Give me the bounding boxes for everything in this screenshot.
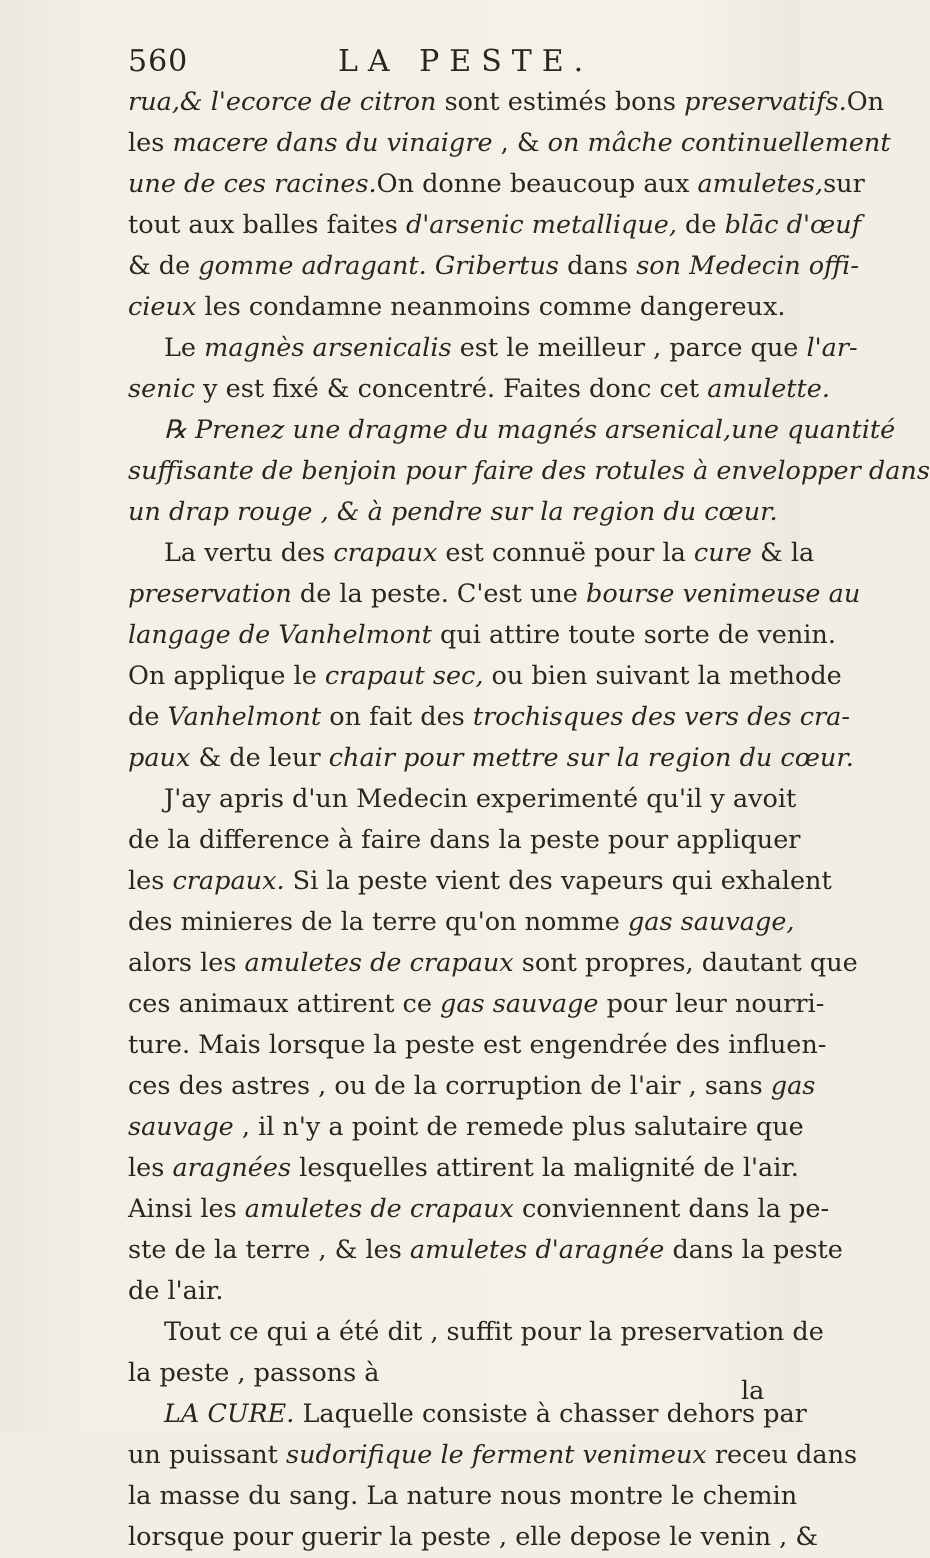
italic-text: sudorifique le ferment venimeux xyxy=(286,1440,707,1470)
text-line xyxy=(128,410,896,451)
text-line xyxy=(128,369,830,410)
italic-text: l'ar- xyxy=(806,333,858,363)
italic-text: paux xyxy=(128,743,191,773)
roman-text: ces animaux attirent ce xyxy=(128,989,441,1019)
roman-text: Le xyxy=(164,333,205,363)
italic-text: on mâche continuellement xyxy=(547,128,891,158)
roman-text: les condamne neanmoins comme dangereux. xyxy=(196,292,786,322)
italic-text: ℞ Prenez une dragme du magnés arsenical,une quantité xyxy=(164,415,896,445)
text-line xyxy=(128,820,801,861)
text-line xyxy=(128,779,797,820)
italic-text: Vanhelmont xyxy=(167,702,322,732)
roman-text: de xyxy=(128,702,168,732)
italic-text: senic xyxy=(128,374,196,404)
italic-text: cure xyxy=(693,538,752,568)
italic-text: gas sauvage, xyxy=(627,907,795,937)
text-line xyxy=(128,738,854,779)
roman-text: pour leur nourri- xyxy=(598,989,825,1019)
text-line xyxy=(128,615,836,656)
text-line xyxy=(128,123,891,164)
text-line xyxy=(128,1066,816,1107)
text-line xyxy=(128,1271,776,1312)
italic-text: amuletes de crapaux xyxy=(244,1194,514,1224)
roman-text: dans xyxy=(558,251,637,281)
roman-text: Tout ce qui a été dit , suffit pour la preservation de xyxy=(164,1317,824,1347)
italic-text: langage de Vanhelmont xyxy=(128,620,432,650)
roman-text: receu dans xyxy=(706,1440,858,1470)
roman-text: des minieres de la terre qu'on nomme xyxy=(128,907,628,937)
italic-text: amuletes de crapaux xyxy=(244,948,514,978)
text-line xyxy=(128,1435,858,1476)
text-line xyxy=(128,287,786,328)
roman-text: La vertu des xyxy=(164,538,334,568)
text-line xyxy=(128,943,858,984)
italic-text: sauvage xyxy=(128,1112,234,1142)
roman-text: les xyxy=(128,1153,173,1183)
text-line xyxy=(128,246,859,287)
roman-text: la masse du sang. La nature nous montre le chemin xyxy=(128,1481,798,1511)
text-line xyxy=(128,902,795,943)
roman-text: J'ay apris d'un Medecin experimenté qu'il y avoit xyxy=(164,784,797,814)
roman-text: , & xyxy=(492,128,548,158)
roman-text: ou bien suivant la methode xyxy=(483,661,842,691)
text-line xyxy=(128,1353,776,1394)
text-line xyxy=(128,492,776,533)
roman-text: ture. Mais lorsque la peste est engendrée des influen- xyxy=(128,1030,827,1060)
catchword: la xyxy=(741,1376,765,1406)
roman-text: , il n'y a point de remede plus salutaire que xyxy=(233,1112,804,1142)
text-line xyxy=(128,984,825,1025)
italic-text: preservation xyxy=(128,579,292,609)
roman-text: Ainsi les xyxy=(128,1194,245,1224)
italic-text: blāc d'œuf xyxy=(724,210,862,240)
italic-text: LA CURE. xyxy=(164,1399,295,1429)
italic-text: amulette. xyxy=(707,374,830,404)
italic-text: rua,& xyxy=(128,87,211,117)
italic-text: macere dans du vinaigre xyxy=(172,128,493,158)
roman-text: sont propres, dautant que xyxy=(513,948,858,978)
roman-text: est connuë pour la xyxy=(437,538,694,568)
italic-text: un drap rouge , & à pendre sur la region du cœur. xyxy=(128,497,778,527)
roman-text: qui attire toute sorte de venin. xyxy=(431,620,836,650)
running-head: LA PESTE. xyxy=(338,44,594,79)
roman-text: & de leur xyxy=(190,743,329,773)
text-line xyxy=(128,574,861,615)
roman-text: On applique le xyxy=(128,661,325,691)
text-line xyxy=(128,1476,798,1517)
roman-text: Si la peste vient des vapeurs qui exhalent xyxy=(284,866,832,896)
italic-text: gomme adragant. Gribertus xyxy=(198,251,559,281)
text-line xyxy=(128,533,815,574)
italic-text: amuletes d'aragnée xyxy=(409,1235,665,1265)
italic-text: son Medecin offi- xyxy=(636,251,859,281)
italic-text: crapaux. xyxy=(172,866,285,896)
italic-text: crapaux xyxy=(333,538,438,568)
page-number: 560 xyxy=(128,44,189,79)
italic-text: crapaut sec, xyxy=(324,661,484,691)
roman-text: de xyxy=(676,210,725,240)
text-line xyxy=(128,451,930,492)
roman-text: On xyxy=(846,87,885,117)
text-line xyxy=(128,1025,827,1066)
italic-text: magnès arsenicalis xyxy=(204,333,452,363)
italic-text: suffisante de benjoin pour faire des rotules à envelopper dans xyxy=(128,456,930,486)
roman-text: & de xyxy=(128,251,199,281)
roman-text: de la difference à faire dans la peste pour appliquer xyxy=(128,825,801,855)
text-line xyxy=(128,1517,819,1558)
roman-text: lesquelles attirent la malignité de l'air. xyxy=(291,1153,799,1183)
text-line xyxy=(128,1107,804,1148)
italic-text: gas sauvage xyxy=(440,989,599,1019)
roman-text: tout aux balles faites xyxy=(128,210,406,240)
text-line xyxy=(128,205,862,246)
text-line xyxy=(128,82,885,123)
roman-text: la peste , passons à xyxy=(128,1358,380,1388)
roman-text: de l'air. xyxy=(128,1276,224,1306)
roman-text: lorsque pour guerir la peste , elle depose le venin , & xyxy=(128,1522,819,1552)
text-line xyxy=(128,656,842,697)
italic-text: d'arsenic metallique, xyxy=(405,210,677,240)
text-line xyxy=(128,1394,807,1435)
italic-text: trochisques des vers des cra- xyxy=(472,702,851,732)
text-line xyxy=(128,1312,824,1353)
roman-text: de la peste. C'est une xyxy=(291,579,586,609)
italic-text: amuletes, xyxy=(697,169,824,199)
italic-text: chair pour mettre sur la region du cœur. xyxy=(328,743,854,773)
text-line xyxy=(128,328,858,369)
roman-text: les xyxy=(128,866,173,896)
roman-text: y est fixé & concentré. Faites donc cet xyxy=(195,374,708,404)
italic-text: preservatifs. xyxy=(684,87,847,117)
roman-text: un puissant xyxy=(128,1440,287,1470)
roman-text: On donne beaucoup aux xyxy=(376,169,698,199)
text-line xyxy=(128,697,851,738)
text-line xyxy=(128,1189,830,1230)
text-line xyxy=(128,164,865,205)
roman-text: & la xyxy=(751,538,815,568)
italic-text: l'ecorce de citron xyxy=(210,87,437,117)
roman-text: conviennent dans la pe- xyxy=(513,1194,830,1224)
roman-text: sur xyxy=(823,169,865,199)
roman-text: ste de la terre , & les xyxy=(128,1235,410,1265)
roman-text: dans la peste xyxy=(664,1235,843,1265)
italic-text: bourse venimeuse au xyxy=(586,579,861,609)
text-line xyxy=(128,1230,843,1271)
italic-text: aragnées xyxy=(172,1153,292,1183)
roman-text: Laquelle consiste à chasser dehors par xyxy=(294,1399,807,1429)
roman-text: ces des astres , ou de la corruption de l'air , sans xyxy=(128,1071,771,1101)
text-line xyxy=(128,1148,799,1189)
italic-text: cieux xyxy=(128,292,197,322)
roman-text: on fait des xyxy=(321,702,473,732)
text-line xyxy=(128,861,832,902)
roman-text: est le meilleur , parce que xyxy=(451,333,807,363)
italic-text: gas xyxy=(770,1071,816,1101)
italic-text: une de ces racines. xyxy=(128,169,377,199)
roman-text: sont estimés bons xyxy=(436,87,685,117)
roman-text: les xyxy=(128,128,173,158)
body-text xyxy=(128,82,930,1558)
roman-text: alors les xyxy=(128,948,245,978)
